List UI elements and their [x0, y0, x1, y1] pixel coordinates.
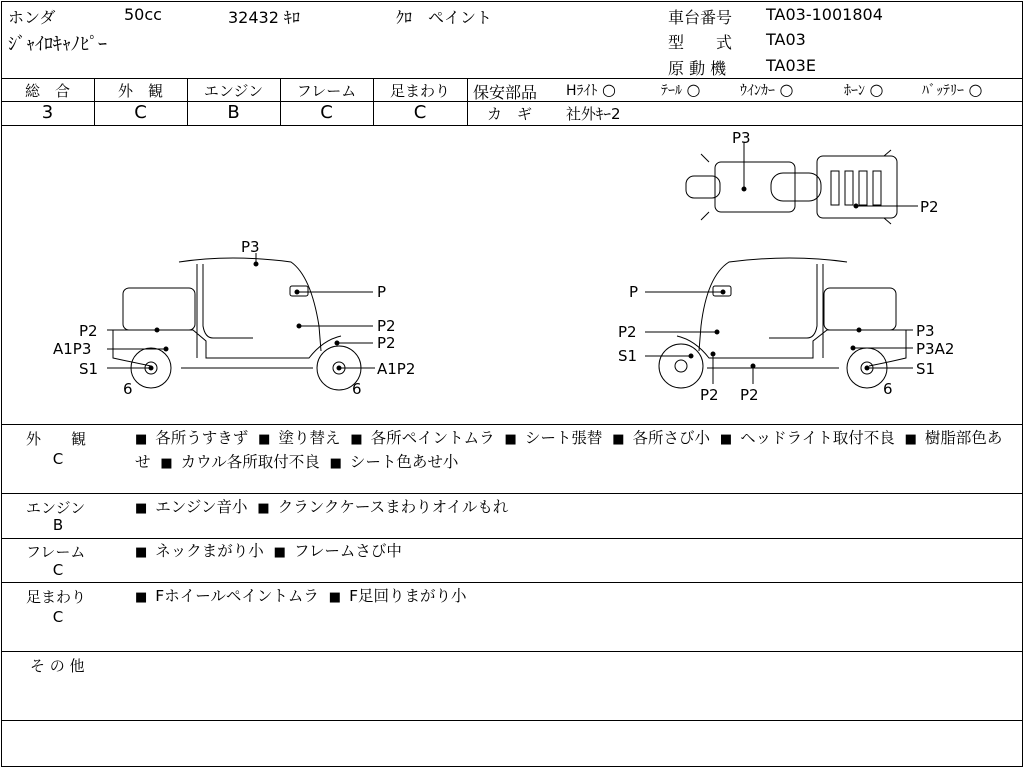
label-left-P2-a: P2: [377, 317, 396, 335]
label-left-P: P: [377, 283, 387, 301]
model-type-label: 型 式: [668, 33, 733, 52]
frame-number-label: 車台番号: [668, 8, 733, 27]
section-grade: B: [52, 516, 64, 534]
safety-label: 保安部品: [473, 83, 538, 102]
engine-label: 原 動 機: [668, 59, 727, 78]
section-items: ■ 各所うすきず ■ 塗り替え ■ 各所ペイントムラ ■ シート張替 ■ 各所さび小 ■ ヘッドライト取付不良 ■ 樹脂部色あせ ■ カウル各所取付不良 ■ シート色あせ小: [135, 427, 1007, 475]
label-left-6-front: 6: [352, 380, 362, 398]
right-view-diagram: [645, 258, 913, 388]
section-grade: C: [52, 561, 64, 579]
label-left-A1P3: A1P3: [53, 340, 92, 358]
section-label: そ の 他: [30, 657, 85, 675]
color: ｸﾛ ペイント: [396, 8, 493, 27]
grade-header-exterior: 外 観: [117, 82, 163, 100]
ok-circle-icon: ○: [779, 80, 794, 99]
label-top-P3: P3: [732, 129, 751, 147]
grade-header-engine: エンジン: [203, 82, 264, 100]
top-view-diagram: [686, 143, 918, 224]
key-value: 社外ｷｰ2: [566, 105, 621, 123]
label-left-P2-c: P2: [79, 322, 98, 340]
label-right-P3A2: P3A2: [916, 340, 955, 358]
maker: ホンダ: [8, 8, 56, 27]
ok-circle-icon: ○: [968, 80, 983, 99]
label-right-P2: P2: [618, 323, 637, 341]
label-left-P3: P3: [241, 238, 260, 256]
section-label: 足まわり: [26, 588, 87, 606]
safety-item-headlight: Hﾗｲﾄ ○: [566, 80, 616, 99]
grade-header-suspension: 足まわり: [389, 82, 450, 100]
label-left-A1P2: A1P2: [377, 360, 416, 378]
label-left-S1: S1: [79, 360, 99, 378]
frame-number: TA03-1001804: [766, 5, 883, 24]
grade-value-suspension: C: [413, 102, 427, 123]
safety-item-battery: ﾊﾞｯﾃﾘｰ ○: [922, 80, 983, 99]
left-view-diagram: [107, 253, 375, 390]
grade-value-frame: C: [320, 102, 333, 123]
grade-value-engine: B: [227, 102, 240, 123]
grade-value-exterior: C: [134, 102, 147, 123]
section-label: 外 観: [26, 430, 87, 448]
model-type: TA03: [766, 30, 806, 49]
damage-diagram: [1, 126, 1023, 424]
safety-item-horn: ﾎｰﾝ ○: [844, 80, 884, 99]
label-top-P2: P2: [920, 198, 939, 216]
engine-model: TA03E: [766, 56, 816, 75]
label-right-S1-front: S1: [916, 360, 936, 378]
section-label: フレーム: [26, 543, 86, 561]
ok-circle-icon: ○: [869, 80, 884, 99]
grade-value-overall: 3: [41, 102, 54, 123]
displacement: 50cc: [124, 5, 162, 24]
label-right-P2-b: P2: [740, 386, 759, 404]
model-name: ｼﾞｬｲﾛｷｬﾉﾋﾟｰ: [8, 34, 107, 55]
safety-item-winker: ｳｲﾝｶｰ ○: [740, 80, 794, 99]
section-items: ■ エンジン音小 ■ クランクケースまわりオイルもれ: [135, 496, 508, 520]
section-items: ■ ネックまがり小 ■ フレームさび中: [135, 540, 402, 564]
label-left-P2-b: P2: [377, 334, 396, 352]
grade-header-frame: フレーム: [296, 82, 357, 100]
label-left-6-rear: 6: [123, 380, 133, 398]
label-right-P2-a: P2: [700, 386, 719, 404]
section-grade: C: [52, 450, 64, 468]
key-label: カ ギ: [487, 105, 533, 123]
grade-header-overall: 総 合: [24, 82, 70, 100]
label-right-P: P: [629, 283, 639, 301]
ok-circle-icon: ○: [686, 80, 701, 99]
ok-circle-icon: ○: [601, 80, 616, 99]
section-label: エンジン: [26, 499, 86, 517]
mileage: 32432 ｷﾛ: [228, 8, 300, 27]
section-grade: C: [52, 608, 64, 626]
label-right-6: 6: [883, 380, 893, 398]
label-right-P3: P3: [916, 322, 935, 340]
label-right-S1-rear: S1: [618, 347, 638, 365]
section-items: ■ Fホイールペイントムラ ■ F足回りまがり小: [135, 585, 466, 609]
safety-item-tail: ﾃｰﾙ ○: [661, 80, 701, 99]
